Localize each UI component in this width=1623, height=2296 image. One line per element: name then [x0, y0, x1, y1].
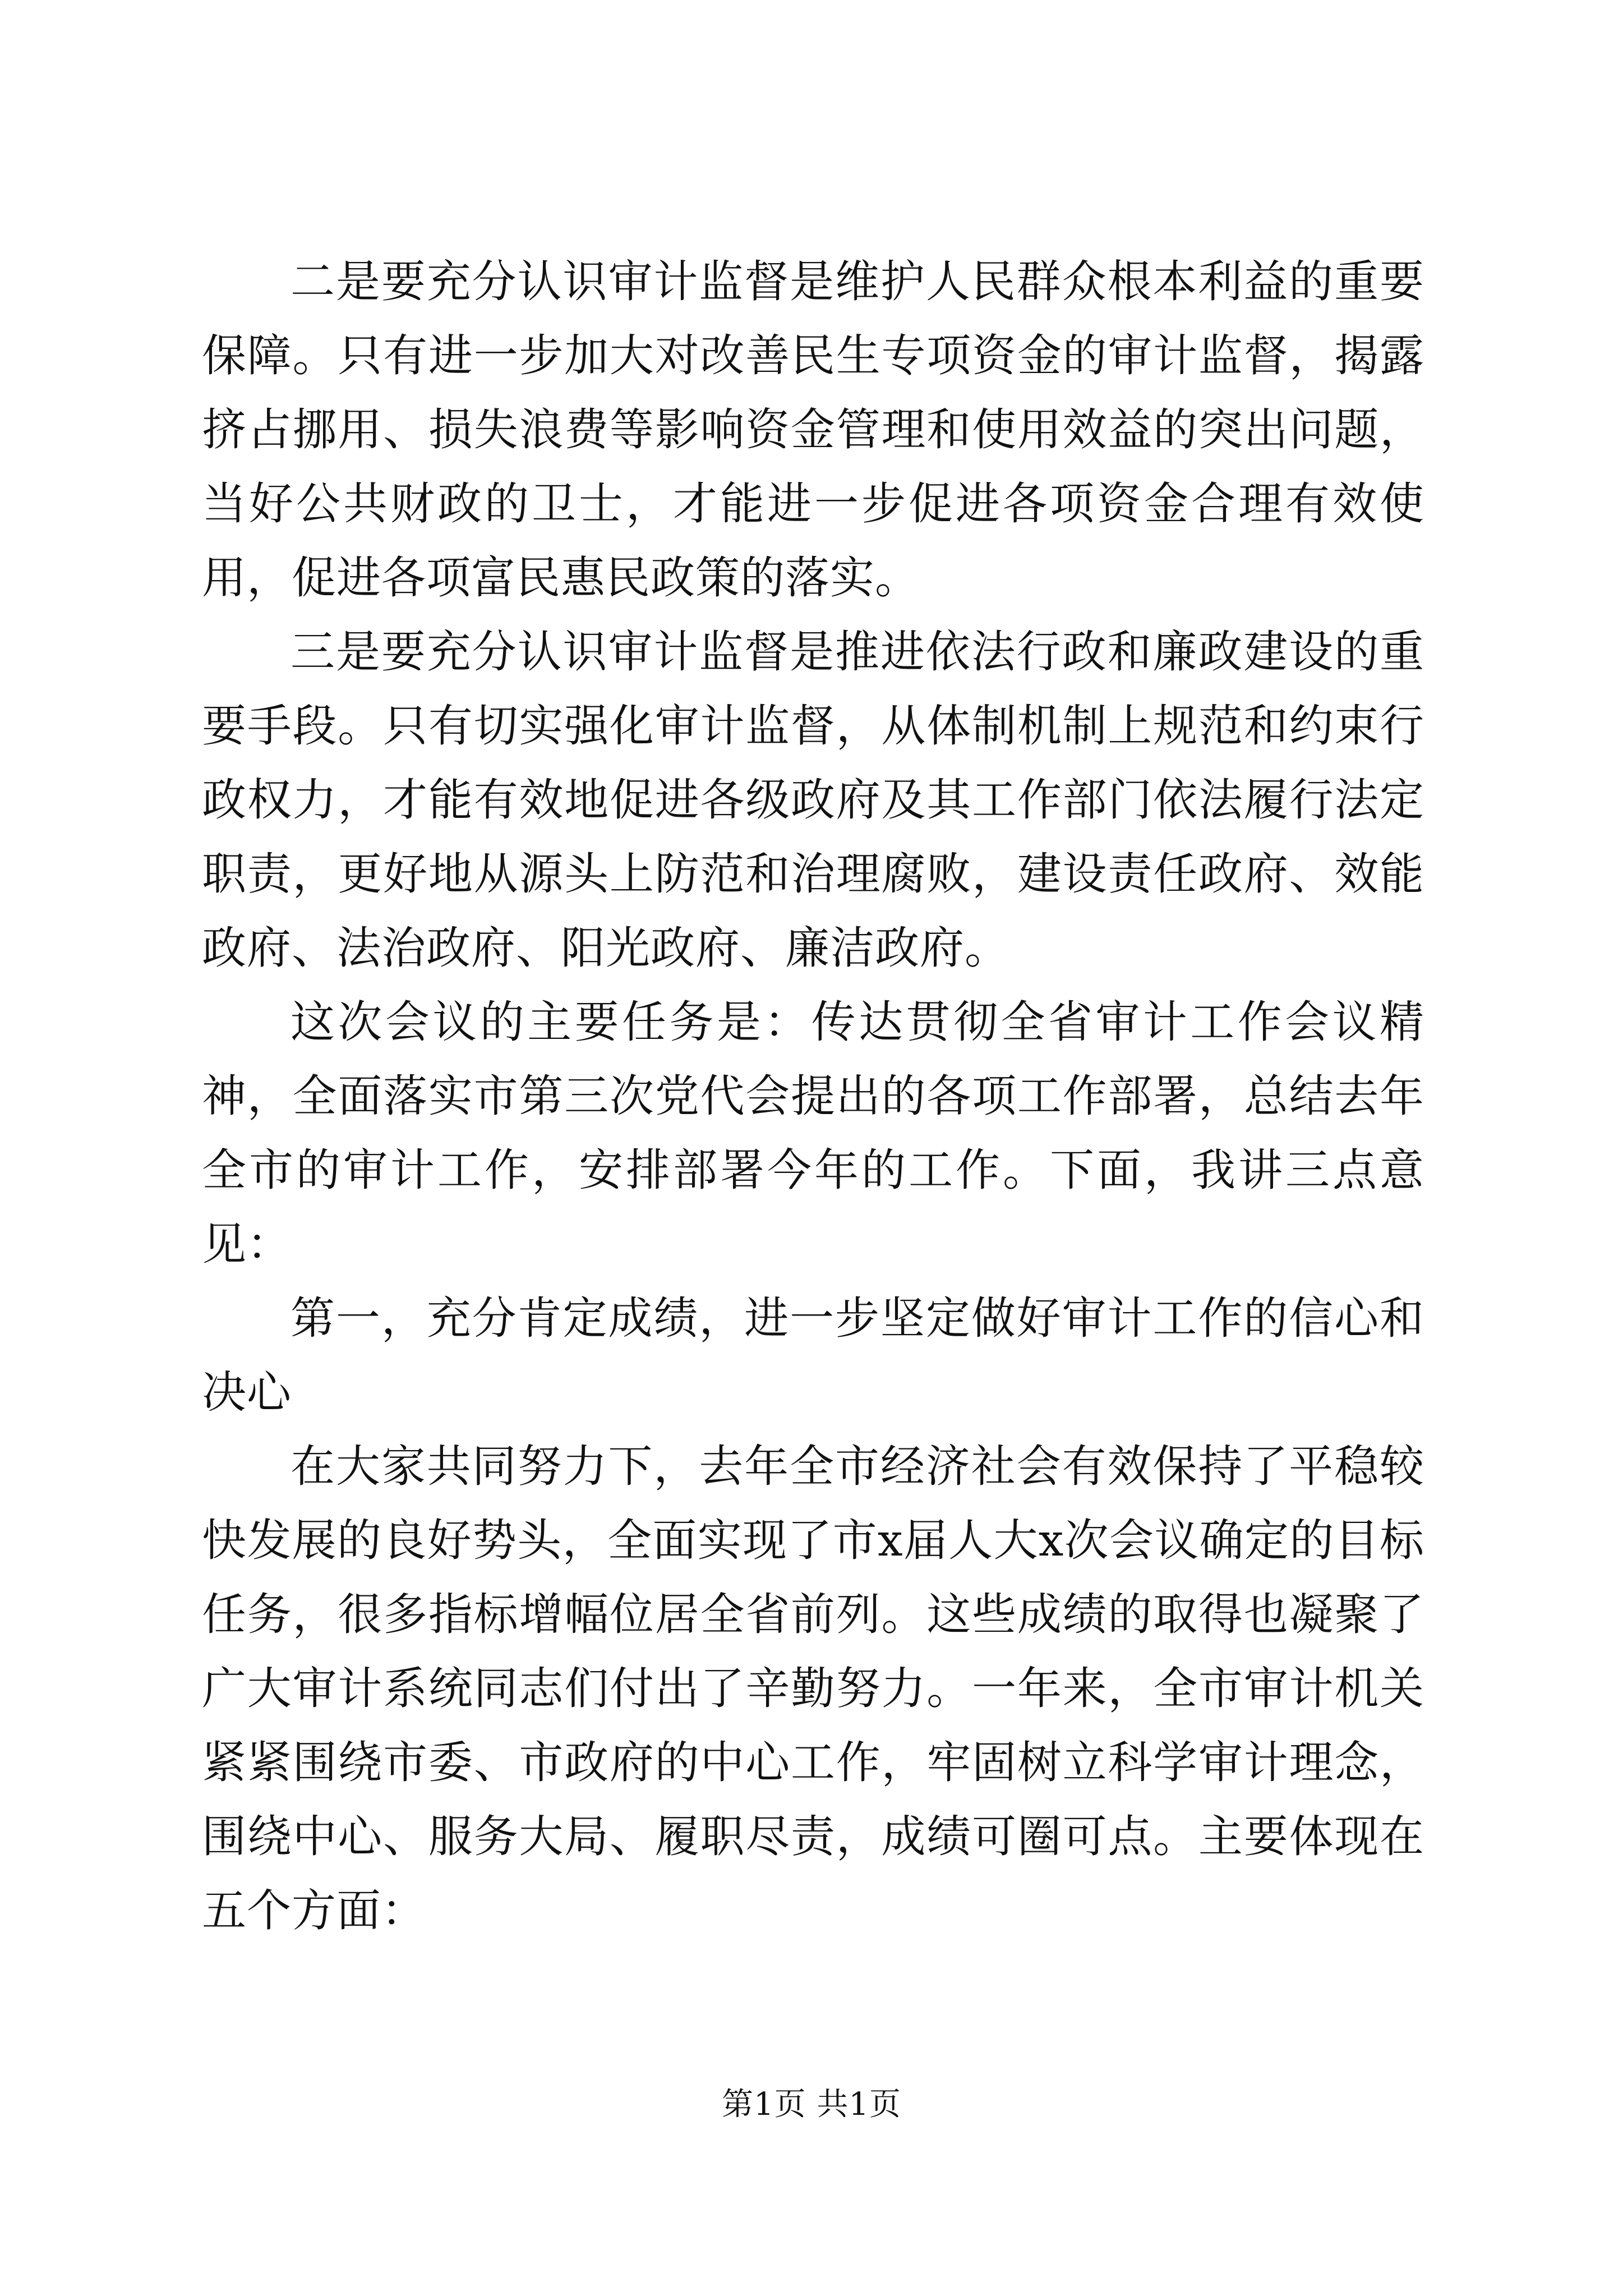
- paragraph-audit-governance: 三是要充分认识审计监督是推进依法行政和廉政建设的重要手段。只有切实强化审计监督，从体制机制上规范和约束行政权力，才能有效地促进各级政府及其工作部门依法履行法定职责，更好地从源头上防范和治理腐败，建设责任政府、效能政府、法治政府、阳光政府、廉洁政府。: [202, 626, 1424, 974]
- document-body: [202, 245, 1424, 1948]
- paragraph-audit-livelihood: 二是要充分认识审计监督是维护人民群众根本利益的重要保障。只有进一步加大对改善民生专项资金的审计监督，揭露挤占挪用、损失浪费等影响资金管理和使用效益的突出问题，当好公共财政的卫士，才能进一步促进各项资金合理有效使用，促进各项富民惠民政策的落实。: [202, 256, 1424, 604]
- paragraph-achievements: 在大家共同努力下，去年全市经济社会有效保持了平稳较快发展的良好势头，全面实现了市x届人大x次会议确定的目标任务，很多指标增幅位居全省前列。这些成绩的取得也凝聚了广大审计系统同志们付出了辛勤努力。一年来，全市审计机关紧紧围绕市委、市政府的中心工作，牢固树立科学审计理念，围绕中心、服务大局、履职尽责，成绩可圈可点。主要体现在五个方面：: [202, 1441, 1424, 1936]
- section-heading-first: 第一，充分肯定成绩，进一步坚定做好审计工作的信心和决心: [202, 1292, 1424, 1418]
- page-number-footer: 第1页 共1页: [721, 2086, 902, 2123]
- paragraph-meeting-tasks: 这次会议的主要任务是：传达贯彻全省审计工作会议精神，全面落实市第三次党代会提出的各项工作部署，总结去年全市的审计工作，安排部署今年的工作。下面，我讲三点意见：: [202, 996, 1424, 1270]
